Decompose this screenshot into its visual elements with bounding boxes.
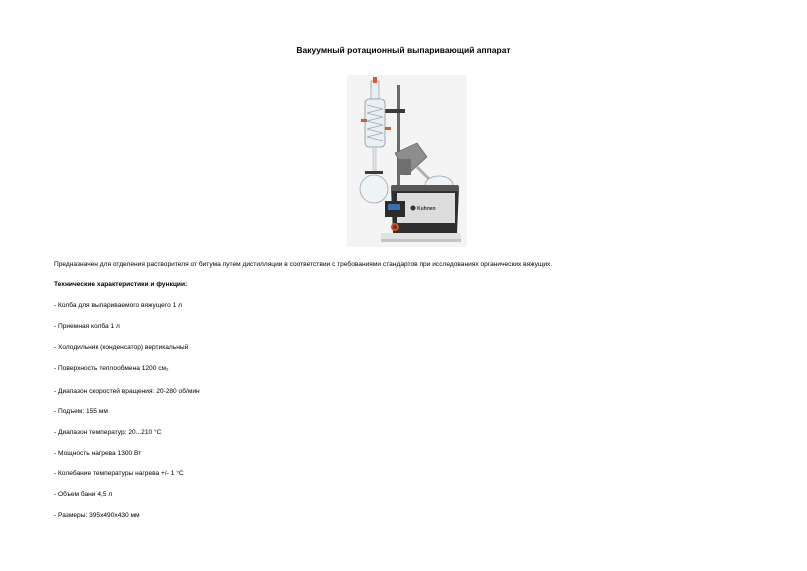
feature-item: - Мощность нагрева 1300 Вт bbox=[54, 450, 142, 457]
feature-item: - Приемная колба 1 л bbox=[54, 323, 120, 330]
feature-item: - Размеры: 395x490x430 мм bbox=[54, 512, 140, 519]
rotary-evaporator-image bbox=[347, 75, 467, 247]
feature-item: - Диапазон температур: 20...210 °C bbox=[54, 429, 162, 436]
feature-item: - Холодильник (конденсатор) вертикальный bbox=[54, 344, 189, 351]
rotary-evaporator-illustration bbox=[347, 75, 467, 247]
intro-text: Предназначен для отделения растворителя от битума путем дистилляции в соответствии с требованиями стандартов при исследованиях органических вяжущих. bbox=[54, 261, 553, 268]
page-title: Вакуумный ротационный выпаривающий аппарат bbox=[296, 45, 511, 55]
feature-item: - Диапазон скоростей вращения: 20-280 об/мин bbox=[54, 388, 200, 395]
brand-logo-text: Kuhnen bbox=[417, 206, 436, 212]
features-heading: Технические характеристики и функции: bbox=[54, 281, 188, 288]
feature-item: - Объем бани 4,5 л bbox=[54, 491, 113, 498]
feature-item: - Колебание температуры нагрева +/- 1 °C bbox=[54, 470, 184, 477]
feature-item: - Колба для выпариваемого вяжущего 1 л bbox=[54, 302, 182, 309]
feature-item: - Поверхность теплообмена 1200 см₂ bbox=[54, 365, 169, 372]
feature-item: - Подъем: 155 мм bbox=[54, 408, 108, 415]
